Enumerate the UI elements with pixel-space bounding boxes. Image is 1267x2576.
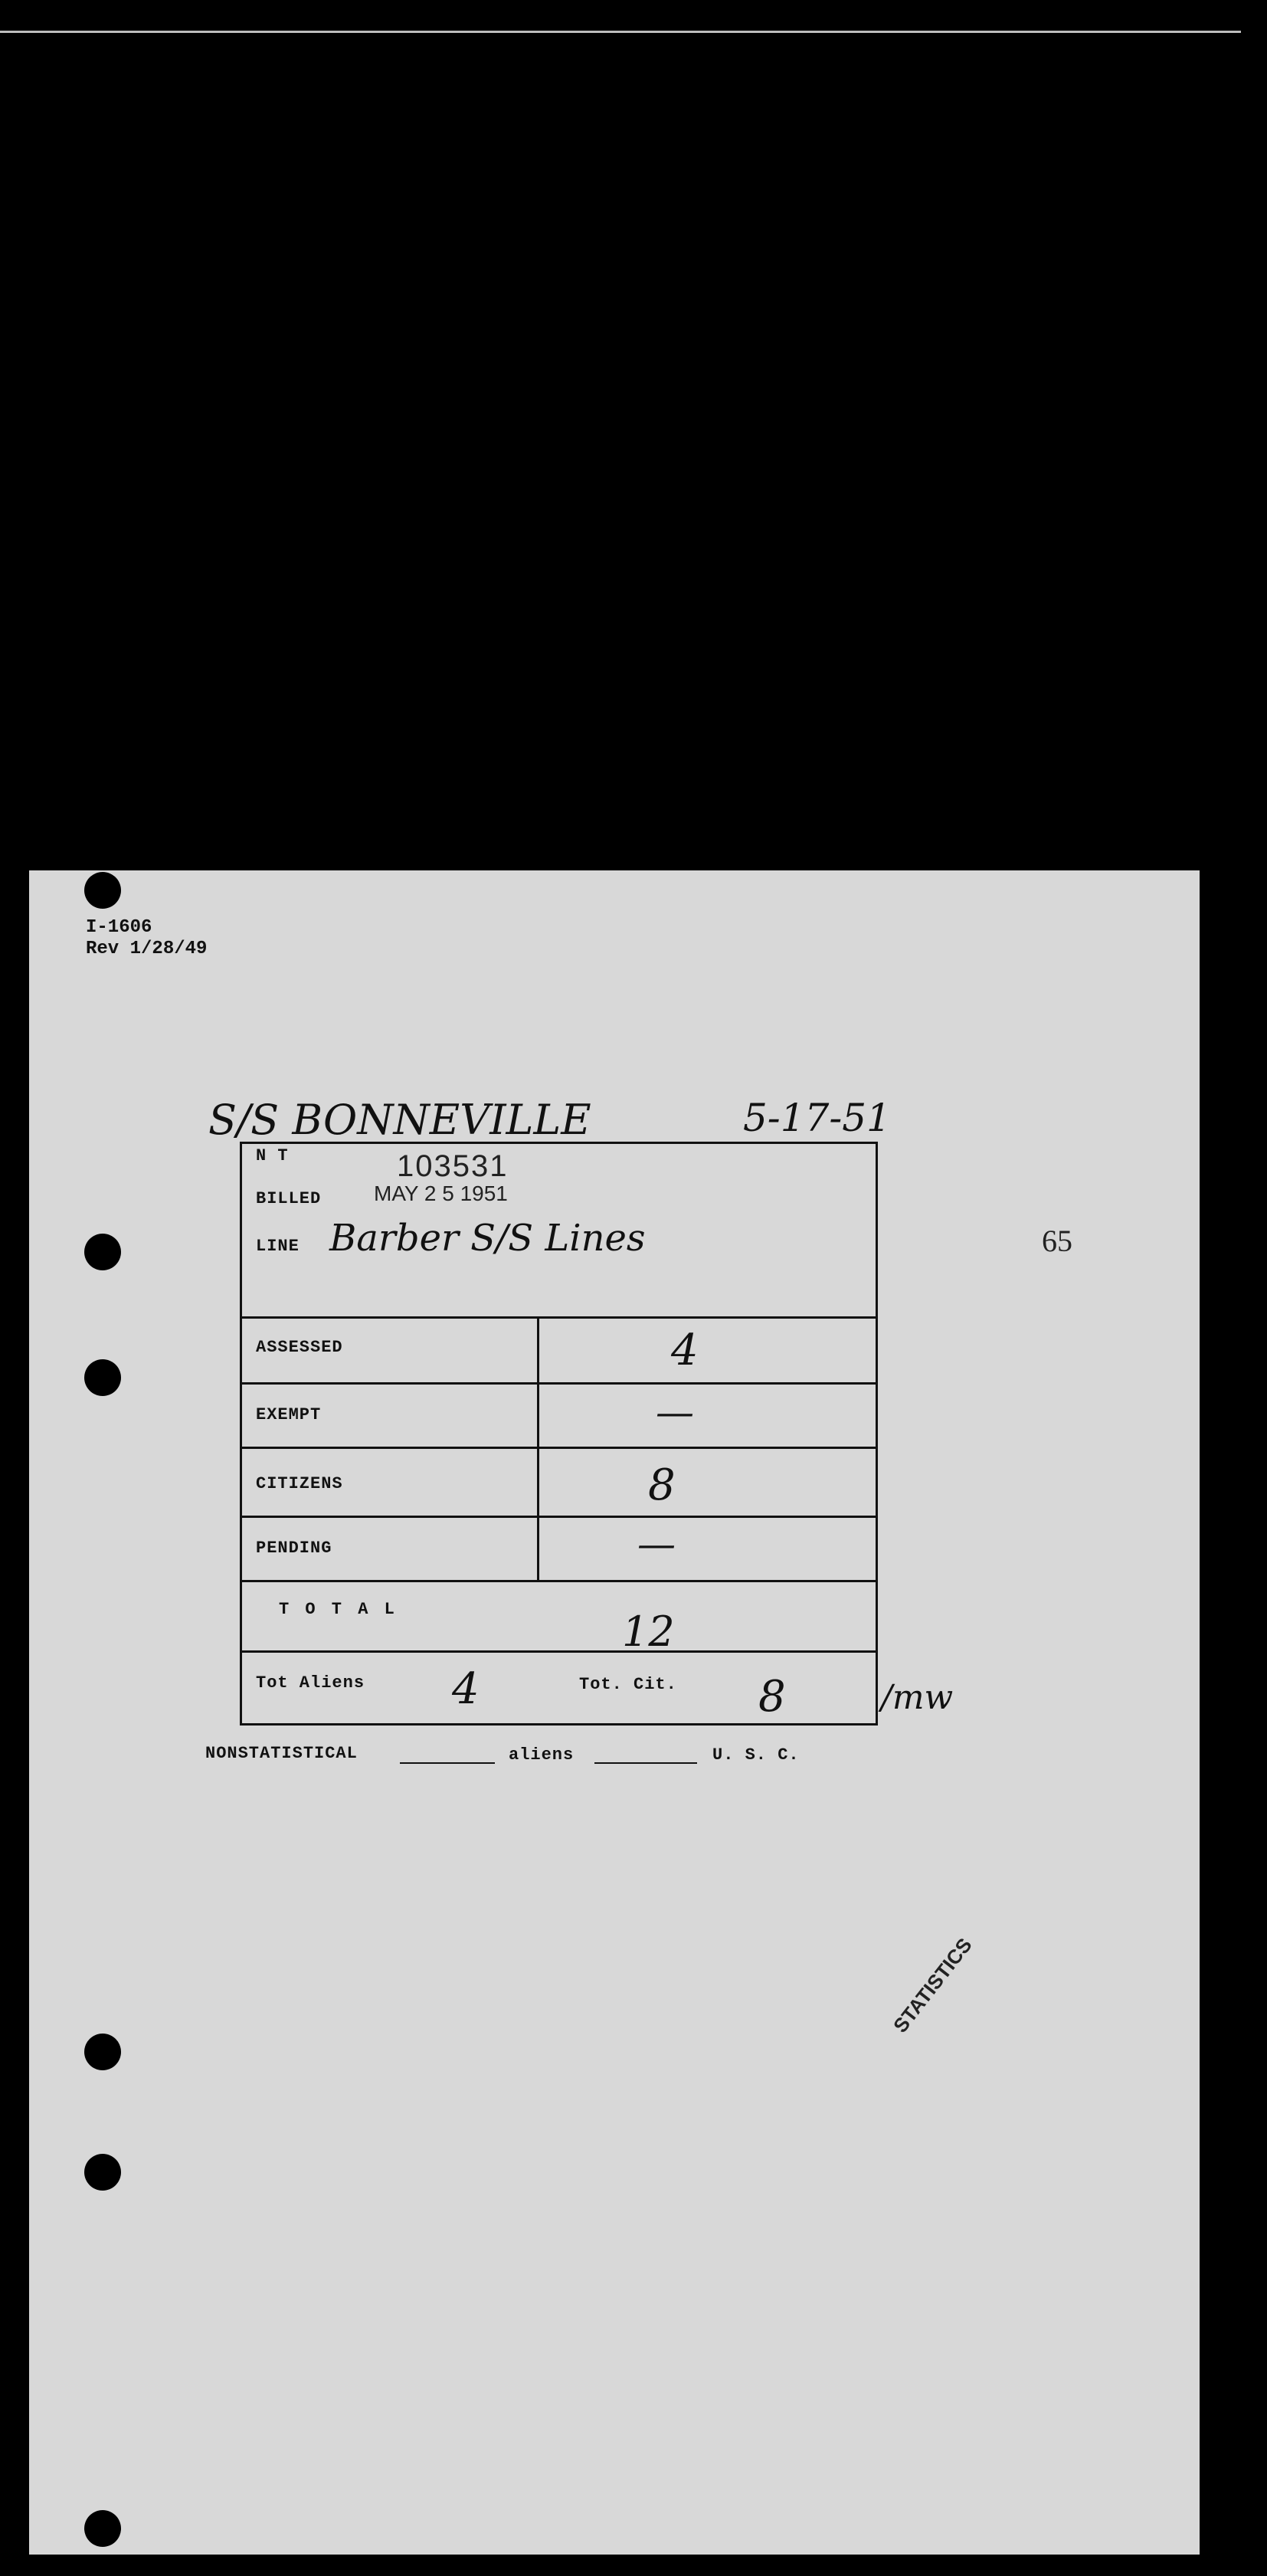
tot-cit-value: 8 (758, 1672, 786, 1722)
tot-cit-label: Tot. Cit. (579, 1675, 677, 1694)
row-value-citizens: 8 (648, 1460, 676, 1510)
punch-hole (84, 872, 121, 909)
box-divider (240, 1382, 876, 1385)
line-label: LINE (256, 1237, 300, 1256)
row-label-citizens: CITIZENS (256, 1474, 343, 1493)
row-value-assessed: 4 (671, 1326, 699, 1375)
row-label-assessed: ASSESSED (256, 1338, 343, 1357)
punch-hole (84, 2034, 121, 2070)
punch-hole (84, 2154, 121, 2191)
box-divider (240, 1316, 876, 1319)
total-label: T O T A L (279, 1600, 398, 1619)
form-revision: Rev 1/28/49 (86, 939, 208, 959)
billed-label: BILLED (256, 1189, 322, 1208)
scan-top-edge (0, 31, 1241, 33)
clerk-initials: /mw (881, 1678, 954, 1717)
box-divider (240, 1580, 876, 1582)
line-value: Barber S/S Lines (329, 1217, 646, 1260)
arrival-date: 5-17-51 (743, 1096, 891, 1140)
tot-aliens-label: Tot Aliens (256, 1673, 365, 1693)
box-divider (240, 1447, 876, 1449)
side-number: 65 (1042, 1224, 1072, 1258)
total-value: 12 (622, 1608, 675, 1656)
statistics-stamp: STATISTICS (889, 1933, 977, 2037)
stamp-number: 103531 (397, 1149, 509, 1183)
usc-label: U. S. C. (712, 1745, 800, 1765)
nt-label: N T (256, 1146, 289, 1165)
box-divider (240, 1650, 876, 1653)
row-label-exempt: EXEMPT (256, 1405, 322, 1424)
box-divider (240, 1516, 876, 1518)
nonstatistical-label: NONSTATISTICAL (205, 1744, 358, 1763)
vessel-name: S/S BONNEVILLE (208, 1096, 591, 1144)
aliens-blank (594, 1762, 697, 1764)
tot-aliens-value: 4 (452, 1664, 480, 1714)
punch-hole (84, 1359, 121, 1396)
aliens-label: aliens (509, 1745, 575, 1765)
punch-hole (84, 1234, 121, 1270)
nonstatistical-blank (400, 1762, 495, 1764)
box-column-divider (537, 1316, 539, 1581)
row-value-exempt: — (656, 1390, 694, 1434)
form-number: I-1606 (86, 917, 152, 938)
row-value-pending: — (637, 1522, 676, 1566)
row-label-pending: PENDING (256, 1539, 332, 1558)
punch-hole (84, 2510, 121, 2547)
billed-date-stamp: MAY 2 5 1951 (374, 1181, 508, 1205)
